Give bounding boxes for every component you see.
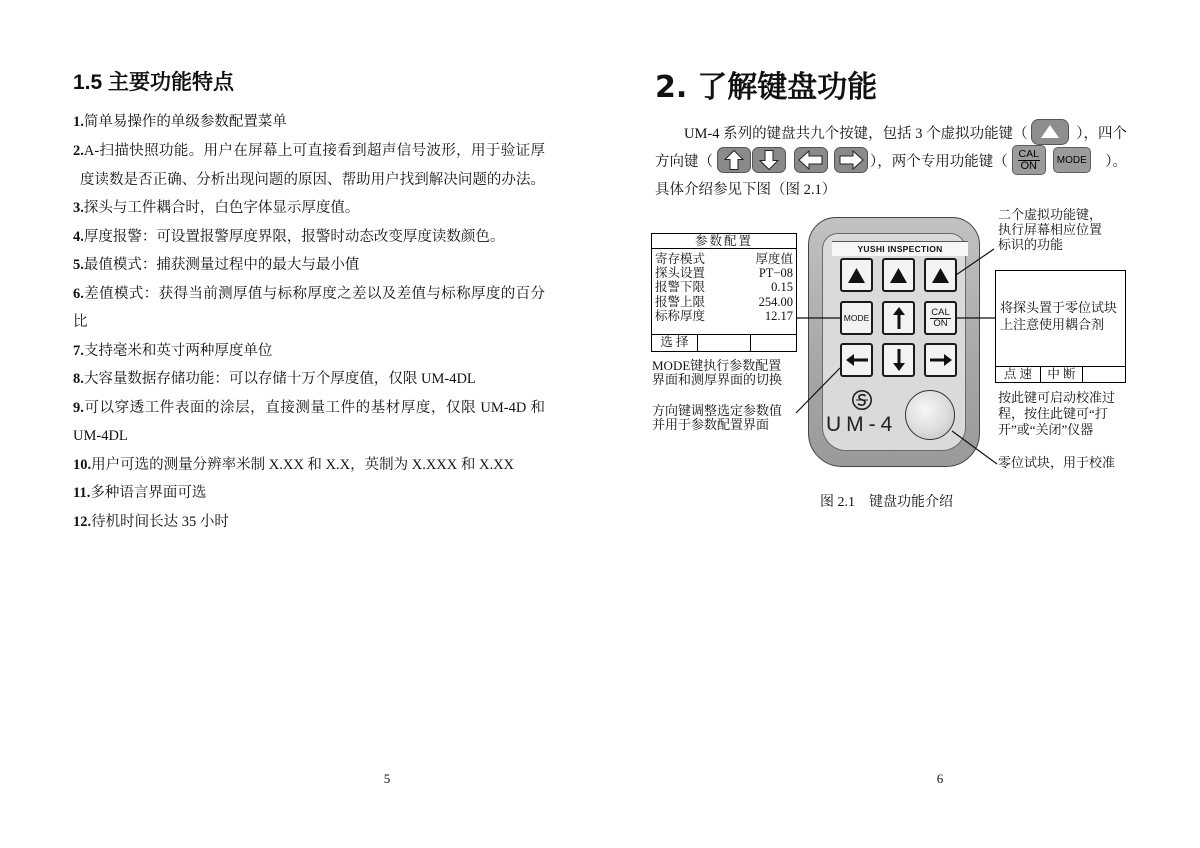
triangle-up-icon xyxy=(890,268,907,283)
cal-key-annotation xyxy=(998,390,1115,438)
intro-text: 方向键（ xyxy=(655,153,713,170)
arrow-up-icon xyxy=(893,307,905,329)
item-text: 大容量数据存储功能：可以存储十万个厚度值，仅限 UM-4DL xyxy=(83,371,476,387)
screen-message-line: 将探头置于零位试块 xyxy=(1000,300,1118,315)
page-number-right: 6 xyxy=(936,771,944,786)
row-value: 厚度值 xyxy=(755,252,793,266)
item-text: UM-4DL xyxy=(73,428,128,444)
list-item xyxy=(73,251,545,279)
list-item-continuation xyxy=(73,422,545,450)
arrow-up-key-icon xyxy=(717,147,751,173)
list-item xyxy=(73,365,545,393)
item-text: 可以穿透工件表面的涂层，直接测量工件的基材厚度，仅限 UM-4D 和 xyxy=(83,400,545,416)
list-item-continuation xyxy=(80,166,545,194)
intro-text: UM-4 系列的键盘共九个按键，包括 3 个虚拟功能键（ xyxy=(684,125,1028,142)
item-number: 11. xyxy=(73,485,91,501)
arrow-left-icon xyxy=(846,354,868,366)
virtual-key-2 xyxy=(882,258,915,292)
virtual-key-3 xyxy=(924,258,957,292)
screen-row xyxy=(655,309,793,323)
item-number: 12. xyxy=(73,514,92,530)
item-text: 简单易操作的单级参数配置菜单 xyxy=(83,114,287,130)
list-item xyxy=(73,337,545,365)
item-number: 7. xyxy=(73,343,84,359)
figure-caption: 图 2.1 键盘功能介绍 xyxy=(820,495,953,510)
screen-row xyxy=(655,295,793,309)
chapter-number: 2. xyxy=(655,70,688,105)
softkey-bar xyxy=(652,334,796,351)
item-number: 2. xyxy=(73,143,84,159)
row-value: 254.00 xyxy=(758,295,793,309)
screen-row xyxy=(655,280,793,294)
row-label: 报警上限 xyxy=(655,295,706,309)
row-label: 标称厚度 xyxy=(655,309,706,323)
item-number: 5. xyxy=(73,257,84,273)
annotation-line: MODE键执行参数配置 xyxy=(652,358,782,373)
item-text: 用户可选的测量分辨率米制 X.XX 和 X.X，英制为 X.XXX 和 X.XX xyxy=(91,457,515,473)
annotation-line: 开”或“关闭”仪器 xyxy=(998,422,1094,437)
intro-text: ），两个专用功能键（ xyxy=(870,153,1008,170)
mode-key-label: MODE xyxy=(1056,154,1087,166)
annotation-line: 程，按住此键可“打 xyxy=(998,406,1108,421)
list-item xyxy=(73,394,545,422)
item-text: A-扫描快照功能。用户在屏幕上可直接看到超声信号波形，用于验证厚 xyxy=(83,143,545,159)
device-brand: YUSHI INSPECTION xyxy=(832,241,968,256)
item-text: 厚度报警：可设置报警厚度界限，报警时动态改变厚度读数颜色。 xyxy=(83,229,505,245)
annotation-line: 界面和测厚界面的切换 xyxy=(652,372,783,387)
item-number: 6. xyxy=(73,286,84,302)
softkey-fast: 点 速 xyxy=(996,367,1041,382)
screen-row xyxy=(655,252,793,266)
page-number-left: 5 xyxy=(383,771,391,786)
annotation-line: 执行屏幕相应位置 xyxy=(998,222,1103,237)
item-number: 3. xyxy=(73,200,84,216)
row-label: 寄存模式 xyxy=(655,252,706,266)
mode-key-annotation xyxy=(652,359,782,387)
item-text: 度读数是否正确、分析出现问题的原因、帮助用户找到解决问题的办法。 xyxy=(80,172,545,188)
item-number: 4. xyxy=(73,229,84,245)
item-number: 1. xyxy=(73,114,84,130)
annotation-line: 二个虚拟功能键， xyxy=(998,207,1103,222)
row-label: 报警下限 xyxy=(655,280,706,294)
cal-key-label: CAL xyxy=(931,306,950,318)
annotation-line: 标识的功能 xyxy=(998,237,1064,252)
device-left-key xyxy=(840,343,873,377)
softkey-bar xyxy=(996,366,1125,382)
annotation-line: 按此键可启动校准过 xyxy=(998,390,1116,405)
item-text: 待机时间长达 35 小时 xyxy=(91,514,229,530)
list-item xyxy=(73,451,545,479)
arrow-left-key-icon xyxy=(794,147,828,173)
settings-screen xyxy=(651,233,797,352)
item-text: 比 xyxy=(73,314,88,330)
row-label: 探头设置 xyxy=(655,266,706,280)
virtual-key-up-triangle-icon xyxy=(1031,119,1069,145)
intro-line-1 xyxy=(684,117,1127,147)
arrow-down-icon xyxy=(893,349,905,371)
softkey-empty xyxy=(698,335,751,351)
yushi-logo-icon xyxy=(851,389,873,411)
list-item xyxy=(73,508,545,536)
screen-row xyxy=(655,266,793,280)
item-text: 差值模式：获得当前测厚值与标称厚度之差以及差值与标称厚度的百分 xyxy=(83,286,545,302)
list-item xyxy=(73,137,545,165)
intro-text: ），四个 xyxy=(1076,125,1127,142)
item-number: 8. xyxy=(73,371,84,387)
softkey-select: 选 择 xyxy=(652,335,698,351)
annotation-line: 零位试块，用于校准 xyxy=(998,455,1116,470)
virtual-key-1 xyxy=(840,258,873,292)
item-number: 10. xyxy=(73,457,92,473)
list-item xyxy=(73,223,545,251)
arrow-right-icon xyxy=(930,354,952,366)
intro-text: 具体介绍参见下图（图 2.1） xyxy=(655,181,837,198)
on-key-label: ON xyxy=(933,317,948,329)
triangle-up-icon xyxy=(932,268,949,283)
device-up-key xyxy=(882,301,915,335)
arrow-right-key-icon xyxy=(834,147,868,173)
device-mode-key xyxy=(840,301,873,335)
arrow-keys-annotation xyxy=(652,404,782,432)
row-value: PT−08 xyxy=(758,266,793,280)
item-text: 探头与工件耦合时，白色字体显示厚度值。 xyxy=(83,200,360,216)
mode-key-label: MODE xyxy=(843,313,870,323)
cal-on-key-icon xyxy=(1012,145,1046,175)
list-item xyxy=(73,108,545,136)
intro-line-3 xyxy=(655,173,836,203)
list-item xyxy=(73,194,545,222)
softkey-interrupt: 中 断 xyxy=(1041,367,1083,382)
screen-message-line: 上注意使用耦合剂 xyxy=(1000,317,1105,332)
device-right-key xyxy=(924,343,957,377)
annotation-line: 并用于参数配置界面 xyxy=(652,417,770,432)
chapter-title: 了解键盘功能 xyxy=(697,71,878,104)
section-heading: 1.5 主要功能特点 xyxy=(73,71,235,94)
softkey-empty xyxy=(751,335,796,351)
intro-line-2 xyxy=(655,145,1127,175)
annotation-line: 方向键调整选定参数值 xyxy=(652,403,783,418)
cal-key-label: CAL xyxy=(1018,147,1039,160)
virtual-keys-annotation xyxy=(998,207,1102,252)
list-item-continuation xyxy=(73,308,545,336)
arrow-down-key-icon xyxy=(752,147,786,173)
row-value: 12.17 xyxy=(764,309,793,323)
intro-text: ）。 xyxy=(1105,153,1127,170)
item-number: 9. xyxy=(73,400,84,416)
item-text: 支持毫米和英寸两种厚度单位 xyxy=(83,343,273,359)
item-text: 多种语言界面可选 xyxy=(90,485,207,501)
device-down-key xyxy=(882,343,915,377)
item-text: 最值模式：捕获测量过程中的最大与最小值 xyxy=(83,257,360,273)
list-item xyxy=(73,280,545,308)
list-item xyxy=(73,479,545,507)
device-cal-on-key xyxy=(924,301,957,335)
on-key-label: ON xyxy=(1020,159,1037,172)
triangle-up-icon xyxy=(848,268,865,283)
screen-title: 参数配置 xyxy=(652,234,796,249)
softkey-empty xyxy=(1083,367,1125,382)
zero-block-annotation xyxy=(998,455,1115,471)
device-model: UM-4 xyxy=(826,413,898,436)
zero-test-block xyxy=(905,390,955,440)
chapter-heading xyxy=(655,68,877,108)
calibration-screen xyxy=(995,270,1126,383)
row-value: 0.15 xyxy=(771,280,793,294)
mode-key-icon xyxy=(1053,147,1091,173)
